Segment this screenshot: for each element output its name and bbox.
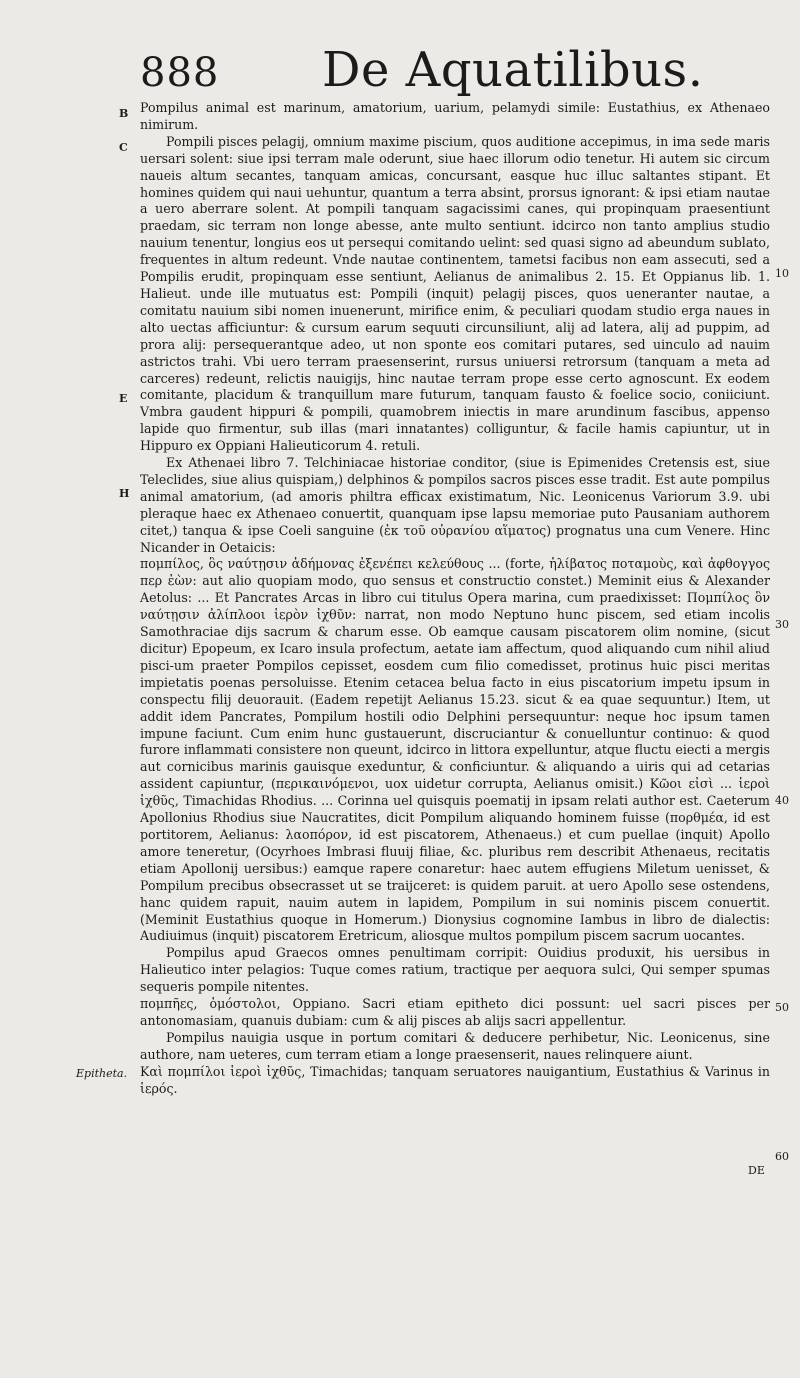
page-number: 888 [140,50,220,96]
margin-line-number-10: 10 [775,267,789,280]
margin-note-epitheta: Epitheta. [76,1067,128,1080]
main-text [140,100,770,1097]
page-header [140,42,740,102]
margin-line-number-40: 40 [775,794,789,807]
paragraph: Ex Athenaei libro 7. Telchiniacae historiae conditor, (siue is Epimenides Cretensis est, siue Teleclides, siue alius quispiam,) delphinos & pompilos sacros pisces esse tradit. Est aute pompilus animal amatorium, (ad amoris philtra efficax existimatum, Nic. Leonicenus Variorum 3.9. ubi pleraque haec ex Athenaeo conuertit, quanquam ipse lapsu memoriae puto Pausaniam authorem citet,) tanqua & ipse Coeli sanguine (ἐκ τοῦ οὐρανίου αἵματος) prognatus una cum Venere. Hinc Nicander in Oetaicis: [140,455,770,555]
paragraph: Pompilus nauigia usque in portum comitari & deducere perhibetur, Nic. Leonicenus, sine authore, nam ueteres, cum terram etiam a longe praesenserit, naues relinquere aiunt. [140,1029,770,1062]
margin-line-number-30: 30 [775,618,789,631]
paragraph: Pompilus animal est marinum, amatorium, uarium, pelamydi simile: Eustathius, ex Athenaeo nimirum. [140,100,770,132]
margin-line-number-50: 50 [775,1001,789,1014]
paragraph: Καὶ πομπίλοι ἱεροὶ ἰχθῦς, Timachidas; tanquam seruatores nauigantium, Eustathius & Varinus in ἱερός. [140,1063,770,1096]
margin-line-number-60: 60 [775,1150,789,1163]
margin-letter-c: C [119,141,128,154]
margin-letter-b: B [119,107,129,120]
paragraph: Pompili pisces pelagij, omnium maxime piscium, quos auditione accepimus, in ima sede maris uersari solent: siue ipsi terram male oderunt, siue haec illorum odio tenetur. Hi autem sic circum naueis altum secantes, tanquam amicas, concursant, easque huc illuc saltantes stipant. Et homines quidem qui naui uehuntur, quantum a terra absint, prorsus ignorant: & ipsi etiam nautae a uero aberrare solent. At pompili tanquam sagacissimi canes, qui propinquam praesentiunt praedam, sic terram non longe abesse, ante multo sentiunt. idcirco non tanto amplius studio nauium tenentur, longius eos ut persequi comitando uelint: sed quasi signo ad abeundum sublato, frequentes in altum redeunt. Vnde nautae continentem, tametsi facibus non eam assecuti, sed a Pompilis erudit, propinquam esse sentiunt, Aelianus de animalibus 2. 15. Et Oppianus lib. 1. Halieut. unde ille mutuatus est: Pompili (inquit) pelagij pisces, quos ueneranter nautae, a comitatu nauium sibi nomen inuenerunt, mirifice enim, & peculiari quodam studio erga naues in alto uectas afficiuntur: & cursum earum sequuti circunsiliunt, alij ad latera, alij ad puppim, ad prora alij: persequerantque adeo, ut non sponte eos comitari putares, sed uinculo ad nauim astrictos trahi. Vbi uero terram praesenserint, rursus uniuersi retrorsum (tanquam a meta ad carceres) redeunt, relictis nauigijs, hinc nautae terram prope esse certo agnoscunt. Ex eodem comitante, placidum & tranquillum mare futurum, tanquam fausto & foelice socio, coniiciunt. Vmbra gaudent hippuri & pompili, quamobrem iniectis in mare arundinum fascibus, appenso lapide quo firmentur, sub illas (mari innatantes) colliguntur, & facile hamis capiuntur, ut in Hippuro ex Oppiani Halieuticorum 4. retuli. [140,133,770,454]
running-title: De Aquatilibus. [322,42,704,98]
paragraph: Pompilus apud Graecos omnes penultimam corripit: Ouidius produxit, his uersibus in Halieutico inter pelagios: Tuque comes ratium, tractique per aequora sulci, Qui semper spumas sequeris pompile nitentes. [140,945,770,995]
paragraph: πομπῆες, ὁμόστολοι, Oppiano. Sacri etiam epitheto dici possunt: uel sacri pisces per antonomasiam, quanuis dubiam: cum & alij pisces ab alijs sacri appellentur. [140,996,770,1028]
margin-letter-e: E [119,392,128,405]
catchword: DE [748,1164,765,1177]
paragraph: πομπίλος, ὃς ναύτῃσιν ἀδήμονας ἐξενέπει κελεύθους ... (forte, ἡλίβατος ποταμοὺς, καὶ ἀφθογγος περ ἐὼν: aut alio quopiam modo, quo sensus et constructio constet.) Meminit eius & Alexander Aetolus: ... Et Pancrates Arcas in libro cui titulus Opera marina, cum praedixisset: Πομπίλος ὃν ναύτῃσιν ἀλίπλοοι ἱερὸν ἰχθῦν: narrat, non modo Neptuno hunc piscem, sed etiam incolis Samothraciae dijs sacrum & charum esse. Ob eamque causam piscatorem olim nomine, (sicut dicitur) Epopeum, ex Icaro insula profectum, aetate iam affectum, quod aliquando cum nihil aliud pisci-um praeter Pompilos cepisset, eosdem cum filio comedisset, protinus huic pisci meritas impietatis poenas persoluisse. Etenim cetacea belua facto in eius piscatorium impetu ipsum in conspectu filij deuorauit. (Eadem repetijt Aelianus 15.23. sicut & ea quae sequuntur.) Item, ut addit idem Pancrates, Pompilum hostili odio Delphini persequuntur: neque hoc ipsum tamen impune faciunt. Cum enim hunc gustauerunt, discruciantur & conuelluntur continuo: & quod furore inflammati consistere non queunt, idcirco in littora expelluntur, atque fluctu eiecti a mergis aut cornicibus marinis gauisque exeduntur, & conficiuntur. & aliquando a uiris qui ad cetarias assident capiuntur, (περικαινόμενοι, uox uidetur corrupta, Aelianus omisit.) Κῶοι εἰσὶ ... ἱεροὶ ἰχθῦς, Timachidas Rhodius. ... Corinna uel quisquis poematij in ipsam relati author est. Caeterum Apollonius Rhodius siue Naucratites, dicit Pompilum aliquando hominem fuisse (πορθμέα, id est portitorem, Aelianus: λαοπόρον, id est piscatorem, Athenaeus.) et cum puellae (inquit) Apollo amore teneretur, (Ocyrhoes Imbrasi fluuij filiae, &c. pluribus rem describit Athenaeus, recitatis etiam Apollonij uersibus:) eamque rapere conaretur: haec autem effugiens Miletum uenisset, & Pompilum precibus obsecrasset ut se traijceret: is quidem paruit. at uero Apollo sese ostendens, hanc quidem rapuit, nauim autem in lapidem, Pompilum in sui nominis piscem conuertit. (Meminit Eustathius quoque in Homerum.) Dionysius cognomine Iambus in libro de dialectis: Audiuimus (inquit) piscatorem Eretricum, aliosque multos pompilum piscem sacrum uocantes. [140,556,770,944]
margin-letter-h: H [119,487,130,500]
